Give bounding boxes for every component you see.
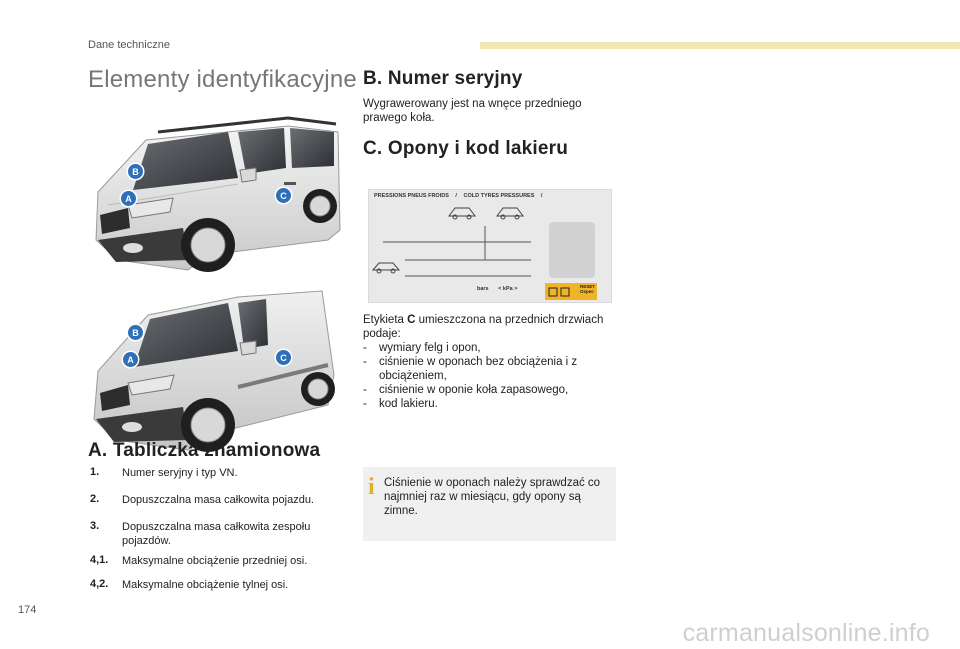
- item-number: 4,1.: [90, 554, 109, 566]
- header-accent-bar: [480, 42, 960, 49]
- label-separator: /: [540, 193, 543, 199]
- label-separator: /: [455, 193, 457, 199]
- section-a-title: A. Tabliczka znamionowa: [88, 440, 321, 461]
- label-units-bars: bars: [477, 286, 489, 292]
- intro-prefix: Etykieta: [363, 314, 408, 326]
- list-item: - kod lakieru.: [363, 397, 618, 411]
- list-item: [90, 520, 350, 548]
- page-number: 174: [18, 604, 37, 616]
- label-reset: RESET: [580, 284, 596, 289]
- list-item: - ciśnienie w oponach bez obciążenia i z obciążeniem,: [363, 355, 618, 383]
- intro-bold-c: C: [407, 314, 416, 326]
- watermark: carmanualsonline.info: [682, 619, 930, 647]
- item-number: 2.: [90, 493, 100, 505]
- section-b-text: Wygrawerowany jest na wnęce przedniego prawego koła.: [363, 98, 582, 124]
- car-illustration-van: [88, 285, 350, 460]
- marker-c-car1: C: [276, 188, 291, 203]
- item-text: Dopuszczalna masa całkowita pojazdu.: [122, 494, 314, 506]
- list-item: - wymiary felg i opon,: [363, 341, 618, 355]
- section-b-title: B. Numer seryjny: [363, 68, 523, 89]
- item-text: Dopuszczalna masa całkowita zespołu pojazdów.: [122, 521, 311, 547]
- running-header: Dane techniczne: [88, 39, 170, 51]
- marker-b-car2: B: [128, 325, 143, 340]
- list-item: [90, 578, 350, 592]
- item-text: Maksymalne obciążenie tylnej osi.: [122, 579, 289, 591]
- marker-c-car2: C: [276, 350, 291, 365]
- label-heading-fr: PRESSIONS PNEUS FROIDS: [374, 193, 449, 199]
- item-number: 3.: [90, 520, 100, 532]
- info-icon: i: [368, 474, 375, 500]
- label-units-kpa: < kPa >: [498, 286, 518, 292]
- info-note-text: Ciśnienie w oponach należy sprawdzać co najmniej raz w miesiącu, gdy opony są zimne.: [384, 477, 601, 517]
- list-item: [90, 554, 350, 568]
- label-contents-list: [363, 341, 618, 411]
- car-load-icon: [449, 208, 523, 219]
- section-c-description: [363, 313, 618, 411]
- item-text: Numer seryjny i typ VN.: [122, 467, 238, 479]
- list-item: [90, 466, 350, 480]
- page-title: Elementy identyfikacyjne: [88, 66, 357, 93]
- marker-a-car1: A: [121, 191, 136, 206]
- marker-b-car1: B: [128, 164, 143, 179]
- list-item: - ciśnienie w oponie koła zapasowego,: [363, 383, 618, 397]
- label-heading-en: COLD TYRES PRESSURES: [463, 193, 535, 199]
- item-text: Maksymalne obciążenie przedniej osi.: [122, 555, 308, 567]
- intro-suffix: umieszczona na przednich drzwiach podaje:: [363, 314, 604, 340]
- item-number: 1.: [90, 466, 100, 478]
- list-item: [90, 493, 350, 507]
- label-reset-sub: Ospec: [580, 289, 594, 294]
- section-c-title: C. Opony i kod lakieru: [363, 138, 568, 159]
- item-number: 4,2.: [90, 578, 109, 590]
- marker-a-car2: A: [123, 352, 138, 367]
- tyre-pressure-label: [368, 189, 612, 303]
